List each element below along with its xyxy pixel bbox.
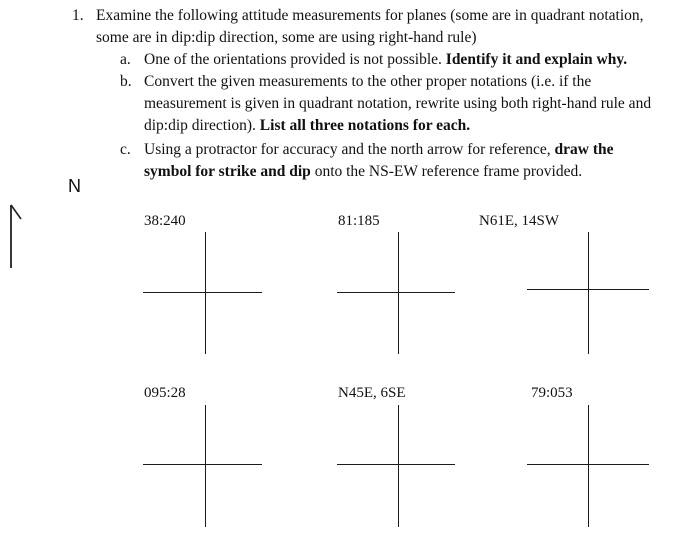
- part-b-bold: List all three notations for each.: [259, 117, 471, 134]
- frame-label: 38:240: [144, 213, 186, 229]
- part-a: [120, 49, 675, 71]
- part-c-bold: draw the symbol for strike and dip: [144, 141, 614, 180]
- ns-axis: [398, 405, 399, 527]
- part-c-letter: c.: [120, 141, 131, 158]
- ns-axis: [205, 405, 206, 527]
- part-b: [120, 71, 675, 137]
- ew-axis: [527, 289, 649, 290]
- frame-label: 095:28: [144, 385, 186, 401]
- frame-label: N61E, 14SW: [479, 213, 559, 229]
- ew-axis: [337, 464, 455, 465]
- part-a-letter: a.: [120, 51, 131, 68]
- ew-axis: [143, 464, 262, 465]
- frame-label: 79:053: [531, 385, 573, 401]
- question-intro: Examine the following attitude measurements for planes (some are in quadrant notation, some are in dip:dip direction, some are using right-hand rule): [96, 7, 644, 46]
- ew-axis: [527, 464, 649, 465]
- frame-label: N45E, 6SE: [338, 385, 406, 401]
- part-b-letter: b.: [120, 73, 132, 90]
- ew-axis: [337, 292, 455, 293]
- ns-axis: [588, 405, 589, 527]
- north-label: N: [68, 176, 81, 196]
- ew-axis: [143, 292, 262, 293]
- part-a-bold: Identify it and explain why.: [445, 51, 628, 68]
- ns-axis: [588, 232, 589, 354]
- part-c: [120, 139, 675, 183]
- part-b-text: Convert the given measurements to the other proper notations (i.e. if the measurement is given in quadrant notation, rewrite using both right-hand rule and dip:dip direction).: [144, 73, 652, 134]
- part-c-text: Using a protractor for accuracy and the north arrow for reference,: [144, 141, 551, 158]
- frame-label: 81:185: [338, 213, 380, 229]
- part-c-tail: onto the NS-EW reference frame provided.: [314, 163, 583, 180]
- part-a-text: One of the orientations provided is not possible.: [144, 51, 442, 68]
- north-arrow-icon: [0, 195, 30, 275]
- question-number: 1.: [72, 7, 84, 24]
